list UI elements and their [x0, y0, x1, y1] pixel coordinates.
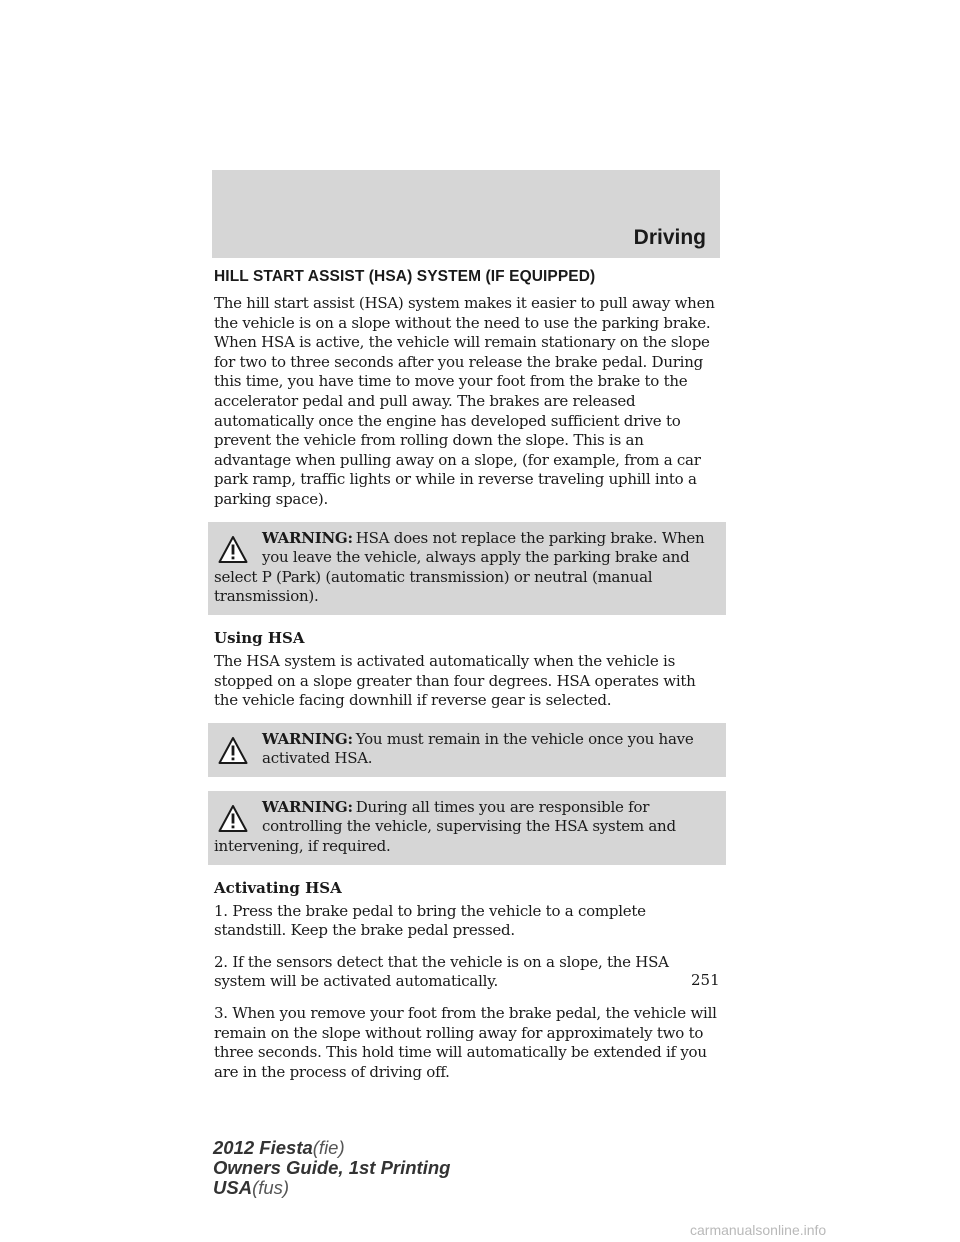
using-hsa-paragraph: The HSA system is activated automatically when the vehicle is stopped on a slope greater than four degrees. HSA operates with the vehicle facing downhill if reverse gear is selected. — [214, 651, 696, 710]
using-hsa-heading: Using HSA — [214, 628, 305, 647]
footer-line-2: Owners Guide, 1st Printing — [213, 1157, 451, 1178]
warning-box-2 — [208, 723, 726, 777]
footer-line-3 — [213, 1178, 450, 1198]
hsa-heading: HILL START ASSIST (HSA) SYSTEM (IF EQUIPPED) — [214, 268, 596, 285]
warning-triangle-icon — [218, 535, 248, 565]
warning-label: WARNING: — [262, 528, 353, 547]
footer-model-code: (fie) — [312, 1137, 345, 1158]
site-watermark: carmanualsonline.info — [690, 1222, 827, 1238]
activating-step-3: 3. When you remove your foot from the brake pedal, the vehicle will remain on the slope without rolling away for approximately two to three seconds. This hold time will automatically be extended if you are in the process of driving off. — [214, 1004, 717, 1081]
warning-triangle-icon — [218, 736, 248, 766]
warning-text: During all times you are responsible for controlling the vehicle, supervising the HSA system and intervening, if required. — [214, 797, 676, 856]
warning-text: You must remain in the vehicle once you have activated HSA. — [262, 729, 694, 768]
warning-triangle-icon — [218, 804, 248, 834]
footer-market-code: (fus) — [252, 1177, 290, 1198]
warning-text: HSA does not replace the parking brake. When you leave the vehicle, always apply the parking brake and select P (Park) (automatic transmission) or neutral (manual transmission). — [214, 528, 705, 606]
print-footer — [213, 1138, 450, 1198]
page-content — [214, 268, 722, 1094]
footer-line-1 — [213, 1138, 450, 1158]
warning-box-3 — [208, 791, 726, 865]
warning-box-1 — [208, 522, 726, 615]
activating-step-2: 2. If the sensors detect that the vehicle is on a slope, the HSA system will be activated automatically. — [214, 952, 669, 991]
page-number: 251 — [691, 971, 720, 989]
warning-label: WARNING: — [262, 729, 353, 748]
hsa-intro-paragraph: The hill start assist (HSA) system makes it easier to pull away when the vehicle is on a slope without the need to use the parking brake. When HSA is active, the vehicle will remain stationary on the slope for two to three seconds after you release the brake pedal. During this time, you have time to move your foot from the brake to the accelerator pedal and pull away. The brakes are released automatically once the engine has developed sufficient drive to prevent the vehicle from rolling down the slope. This is an advantage when pulling away on a slope, (for example, from a car park ramp, traffic lights or while in reverse traveling uphill into a parking space). — [214, 294, 715, 508]
activating-step-1: 1. Press the brake pedal to bring the vehicle to a complete standstill. Keep the brake pedal pressed. — [214, 901, 646, 940]
activating-hsa-heading: Activating HSA — [214, 878, 342, 897]
footer-market: USA — [213, 1177, 253, 1198]
section-title: Driving — [633, 226, 706, 249]
footer-model: 2012 Fiesta — [213, 1137, 313, 1158]
section-header-band — [212, 170, 720, 258]
warning-label: WARNING: — [262, 797, 353, 816]
